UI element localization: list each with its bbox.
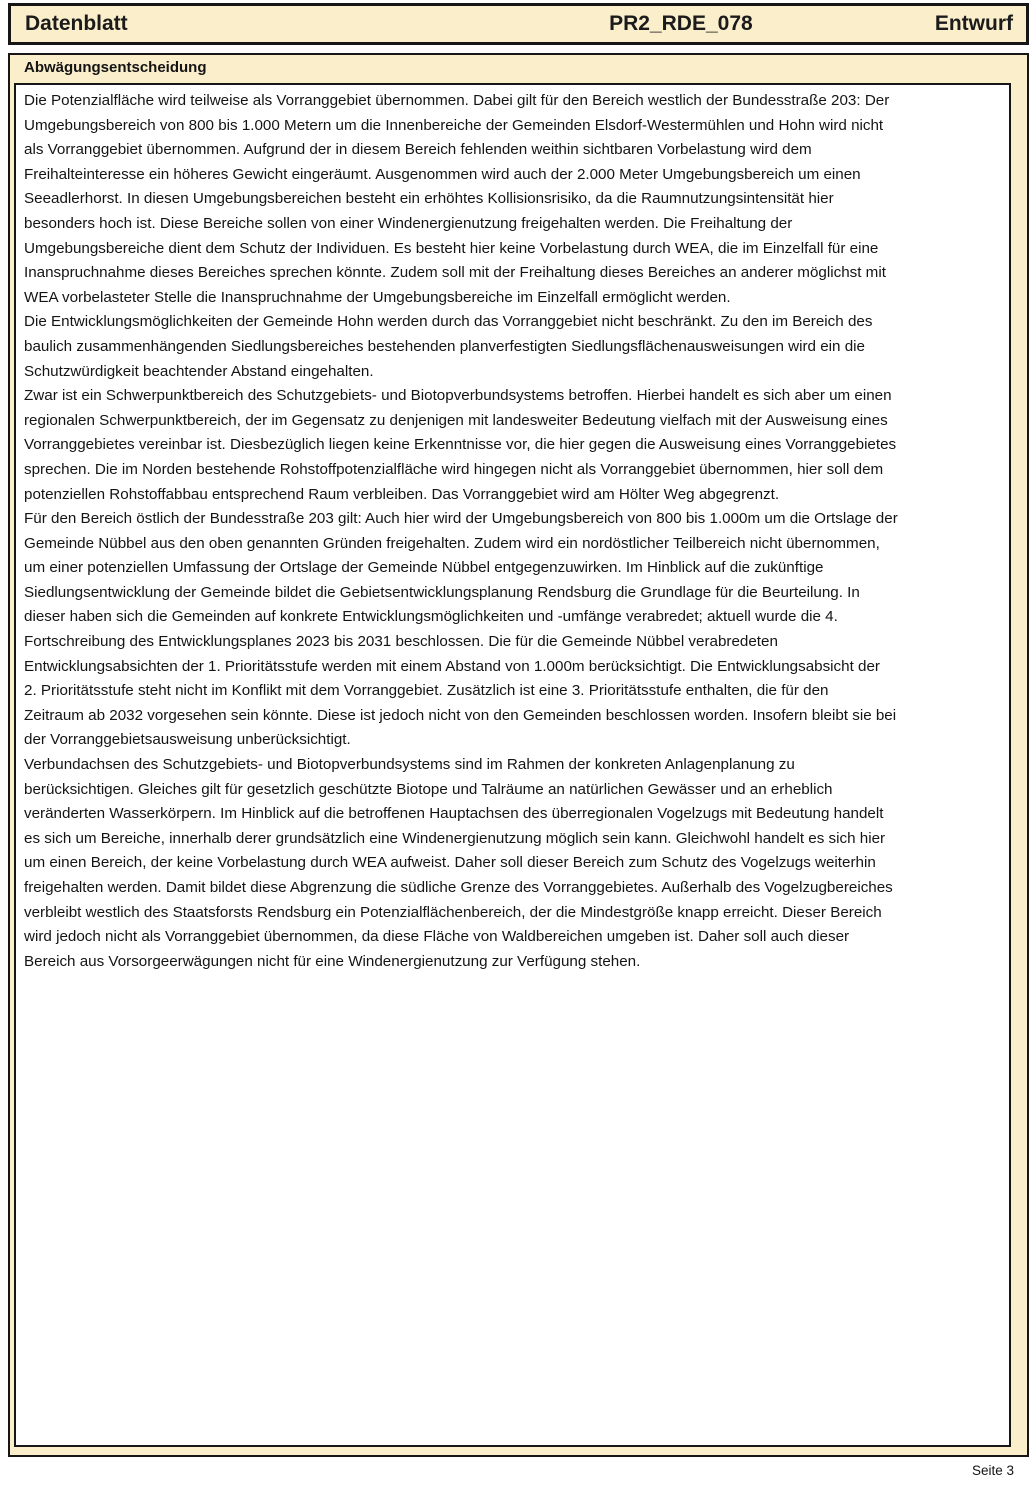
text-line: Zeitraum ab 2032 vorgesehen sein könnte. Diese ist jedoch nicht von den Gemeinden beschlossen worden. Insofern bleibt sie bei: [24, 706, 897, 724]
text-line: Die Entwicklungsmöglichkeiten der Gemeinde Hohn werden durch das Vorranggebiet nicht beschränkt. Zu den im Bereich des: [24, 313, 873, 331]
text-line: potenziellen Rohstoffabbau entsprechend Raum verbleiben. Das Vorranggebiet wird am Hölter Weg abgegrenzt.: [24, 485, 780, 503]
text-line: Freihalteinteresse ein höheres Gewicht eingeräumt. Ausgenommen wird auch der 2.000 Meter Umgebungsbereich um einen: [24, 165, 861, 183]
text-line: Entwicklungsabsichten der 1. Prioritätsstufe werden mit einem Abstand von 1.000m berücksichtigt. Die Entwicklungsabsicht der: [24, 657, 880, 675]
page-number: Seite 3: [971, 1463, 1014, 1478]
text-line: der Vorranggebietsausweisung unberücksichtigt.: [24, 731, 351, 749]
text-line: veränderten Wasserkörpern. Im Hinblick auf die betroffenen Hauptachsen des überregionalen Vogelzugs mit Bedeutung handelt: [24, 805, 884, 823]
text-line: WEA vorbelasteter Stelle die Inanspruchnahme der Umgebungsbereiche im Einzelfall ermöglicht werden.: [24, 288, 731, 306]
text-line: regionalen Schwerpunktbereich, der im Gegensatz zu denjenigen mit landesweiter Bedeutung vielfach mit der Ausweisung eines: [24, 411, 888, 429]
section-title: Abwägungsentscheidung: [24, 59, 207, 76]
text-line: berücksichtigen. Gleiches gilt für gesetzlich geschützte Biotope und Talräume an natürlichen Gewässer und an erheblich: [24, 780, 833, 798]
decision-text-box: [14, 83, 1011, 1447]
area-code: PR2_RDE_078: [609, 12, 753, 35]
text-line: um einen Bereich, der keine Vorbelastung durch WEA aufweist. Daher soll dieser Bereich zum Schutz des Vogelzugs weiterhin: [24, 854, 876, 872]
text-line: Seeadlerhorst. In diesen Umgebungsbereichen besteht ein erhöhtes Kollisionsrisiko, da die Raumnutzungsintensität hier: [24, 190, 834, 208]
text-line: Für den Bereich östlich der Bundesstraße 203 gilt: Auch hier wird der Umgebungsbereich von 800 bis 1.000m um die Ortslage der: [24, 510, 898, 528]
text-line: 2. Prioritätsstufe steht nicht im Konflikt mit dem Vorranggebiet. Zusätzlich ist eine 3. Prioritätsstufe enthalten, die für den: [24, 682, 829, 700]
text-line: es sich um Bereiche, innerhalb derer grundsätzlich eine Windenergienutzung möglich sein kann. Gleichwohl handelt es sich hier: [24, 829, 886, 847]
abwaegung-section: [8, 53, 1029, 1457]
text-line: wird jedoch nicht als Vorranggebiet übernommen, da diese Fläche von Waldbereichen umgeben ist. Daher soll auch dieser: [24, 928, 850, 946]
text-line: freigehalten werden. Damit bildet diese Abgrenzung die südliche Grenze des Vorranggebietes. Außerhalb des Vogelzugbereiches: [24, 879, 893, 896]
text-line: besonders hoch ist. Diese Bereiche sollen von einer Windenergienutzung freigehalten werden. Die Freihaltung der: [24, 214, 793, 232]
text-line: baulich zusammenhängenden Siedlungsbereiches bestehenden planverfestigten Siedlungsflächenausweisungen wird ein die: [24, 337, 865, 355]
text-line: Gemeinde Nübbel aus den oben genannten Gründen freigehalten. Zudem wird ein nordöstlicher Teilbereich nicht übernommen,: [24, 534, 880, 552]
text-line: Umgebungsbereiche dient dem Schutz der Individuen. Es besteht hier keine Vorbelastung durch WEA, die im Einzelfall für eine: [24, 239, 879, 257]
document-type-title: Datenblatt: [25, 12, 128, 35]
draft-status-label: Entwurf: [934, 12, 1013, 35]
text-line: verbleibt westlich des Staatsforsts Rendsburg ein Potenzialflächenbereich, der die Mindestgröße knapp erreicht. Dieser Bereich: [24, 903, 882, 921]
text-line: Verbundachsen des Schutzgebiets- und Biotopverbundsystems sind im Rahmen der konkreten Anlagenplanung zu: [24, 756, 795, 774]
text-line: sprechen. Die im Norden bestehende Rohstoffpotenzialfläche wird hingegen nicht als Vorranggebiet übernommen, hier soll dem: [24, 460, 884, 478]
text-line: als Vorranggebiet übernommen. Aufgrund der in diesem Bereich fehlenden weithin sichtbaren Vorbelastung wird dem: [24, 141, 812, 159]
datasheet-header-bar: [8, 3, 1029, 45]
text-line: Fortschreibung des Entwicklungsplanes 2023 bis 2031 beschlossen. Die für die Gemeinde Nübbel verabredeten: [24, 633, 778, 651]
text-line: Siedlungsentwicklung der Gemeinde bildet die Gebietsentwicklungsplanung Rendsburg die Grundlage für die Beurteilung. In: [24, 583, 860, 601]
text-line: Umgebungsbereich von 800 bis 1.000 Metern um die Innenbereiche der Gemeinden Elsdorf-Westermühlen und Hohn wird nicht: [24, 116, 884, 134]
text-line: Zwar ist ein Schwerpunktbereich des Schutzgebiets- und Biotopverbundsystems betroffen. Hierbei handelt es sich aber um einen: [24, 387, 892, 405]
text-line: Vorranggebietes vereinbar ist. Diesbezüglich liegen keine Erkenntnisse vor, die hier gegen die Ausweisung eines Vorranggebietes: [24, 436, 897, 454]
text-line: Bereich aus Vorsorgeerwägungen nicht für eine Windenergienutzung zur Verfügung stehen.: [24, 952, 641, 970]
text-line: Schutzwürdigkeit beachtender Abstand eingehalten.: [24, 362, 374, 380]
text-line: dieser haben sich die Gemeinden auf konkrete Entwicklungsmöglichkeiten und -umfänge verabredet; aktuell wurde die 4.: [24, 608, 838, 626]
text-line: um einer potenziellen Umfassung der Ortslage der Gemeinde Nübbel entgegenzuwirken. Im Hinblick auf die zukünftige: [24, 559, 824, 577]
text-line: Die Potenzialfläche wird teilweise als Vorranggebiet übernommen. Dabei gilt für den Bereich westlich der Bundesstraße 203: Der: [24, 92, 890, 109]
text-line: Inanspruchnahme dieses Bereiches sprechen könnte. Zudem soll mit der Freihaltung dieses Bereiches an anderer möglichst mit: [24, 264, 886, 282]
